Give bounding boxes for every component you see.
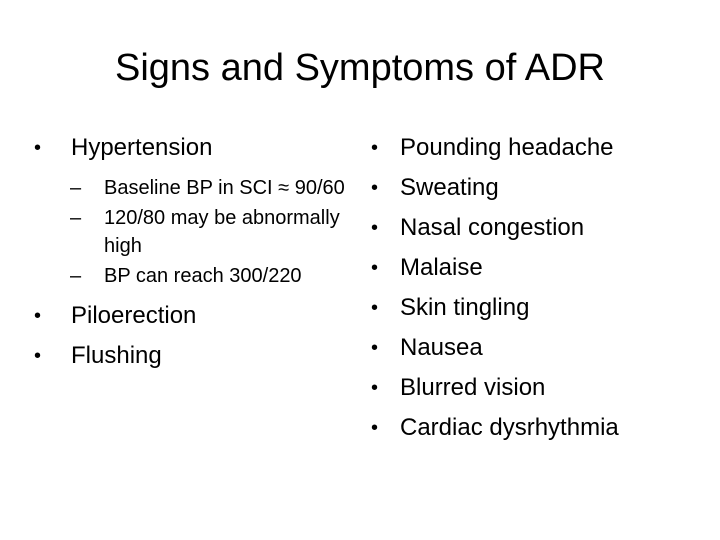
- bullet-item-pounding-headache: [371, 128, 711, 168]
- sub-item-label: 120/80 may be abnormally high: [104, 207, 340, 257]
- bullet-label: Nasal congestion: [400, 214, 585, 241]
- bullet-icon: •: [371, 257, 379, 279]
- dash-icon: –: [70, 207, 82, 229]
- bullet-label: Hypertension: [71, 134, 213, 161]
- bullet-item-skin-tingling: [371, 288, 711, 328]
- bullet-item-nausea: [371, 328, 711, 368]
- bullet-icon: •: [371, 177, 379, 199]
- sub-list-hypertension: [30, 174, 360, 290]
- bullet-icon: •: [371, 217, 379, 239]
- bullet-label: Nausea: [400, 334, 483, 361]
- bullet-icon: •: [371, 337, 379, 359]
- bullet-label: Blurred vision: [400, 374, 546, 401]
- bullet-label: Sweating: [400, 174, 499, 201]
- bullet-item-nasal-congestion: [371, 208, 711, 248]
- bullet-label: Skin tingling: [400, 294, 530, 321]
- dash-icon: –: [70, 177, 82, 199]
- bullet-item-blurred-vision: [371, 368, 711, 408]
- sub-item-baseline-bp: [30, 174, 360, 202]
- slide-title: Signs and Symptoms of ADR: [115, 47, 605, 89]
- left-column: [30, 128, 360, 376]
- sub-item-max-bp: [30, 262, 360, 290]
- bullet-icon: •: [371, 137, 379, 159]
- bullet-item-hypertension: [30, 128, 360, 168]
- bullet-label: Flushing: [71, 342, 162, 369]
- right-column: [371, 128, 711, 448]
- bullet-icon: •: [34, 345, 42, 367]
- bullet-icon: •: [371, 417, 379, 439]
- bullet-label: Piloerection: [71, 302, 197, 329]
- bullet-icon: •: [371, 377, 379, 399]
- bullet-item-cardiac-dysrhythmia: [371, 408, 711, 448]
- sub-item-abnormal-bp: [30, 204, 360, 260]
- bullet-icon: •: [34, 137, 42, 159]
- bullet-item-sweating: [371, 168, 711, 208]
- dash-icon: –: [70, 265, 82, 287]
- bullet-label: Pounding headache: [400, 134, 614, 161]
- bullet-item-piloerection: [30, 296, 360, 336]
- bullet-item-flushing: [30, 336, 360, 376]
- sub-item-label: BP can reach 300/220: [104, 265, 302, 287]
- bullet-label: Cardiac dysrhythmia: [400, 414, 619, 441]
- bullet-item-malaise: [371, 248, 711, 288]
- bullet-icon: •: [34, 305, 42, 327]
- bullet-label: Malaise: [400, 254, 483, 281]
- sub-item-label: Baseline BP in SCI ≈ 90/60: [104, 177, 345, 199]
- bullet-icon: •: [371, 297, 379, 319]
